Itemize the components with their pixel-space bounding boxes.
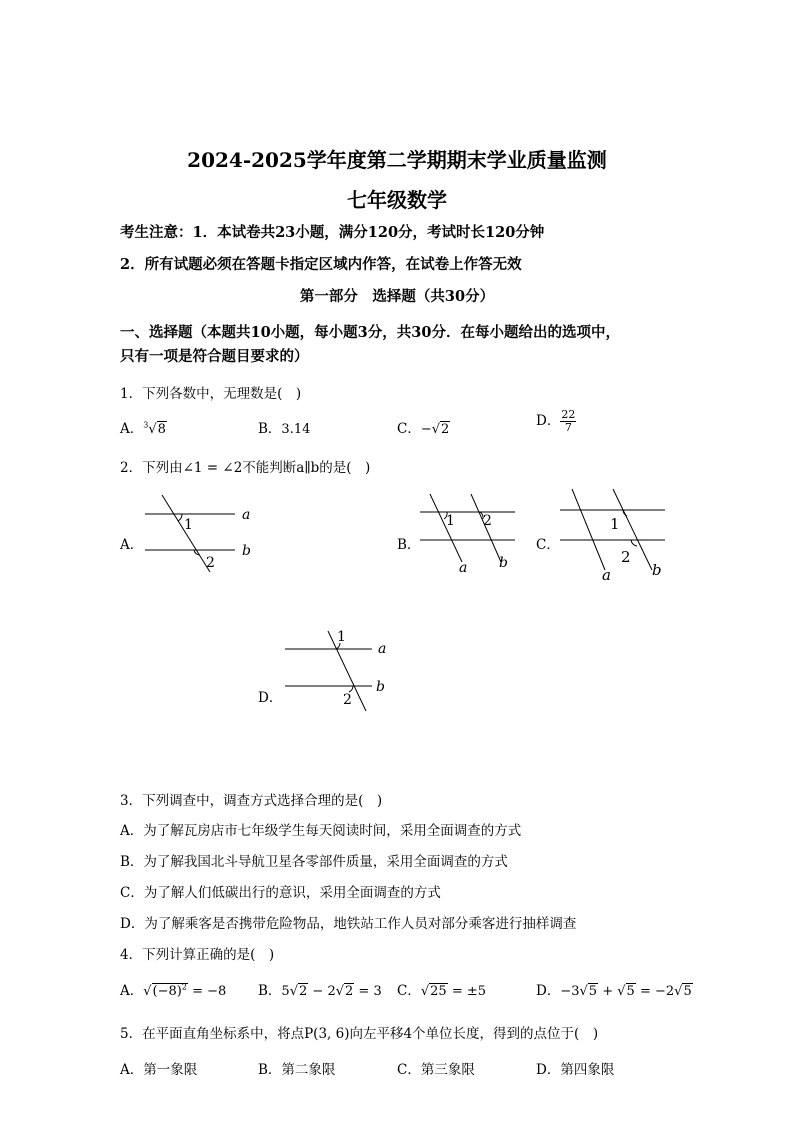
line-b-label: b — [242, 543, 251, 559]
part1-title: 第一部分 选择题（共30分） — [299, 288, 495, 305]
svg-text:2: 2 — [343, 692, 352, 708]
q2-figure-a — [140, 492, 265, 577]
q1-option-d: D． $\frac{22}{7}$ — [536, 408, 576, 434]
angle-1-label: 1 — [184, 517, 193, 533]
q1-stem: 1．下列各数中，无理数是( ) — [120, 386, 302, 402]
q3-option-d: D．为了解乘客是否携带危险物品，地铁站工作人员对部分乘客进行抽样调查 — [120, 916, 577, 932]
part1-instruction-1: 一、选择题（本题共10小题，每小题3分，共30分．在每小题给出的选项中， — [120, 324, 620, 341]
q2-option-b-label: B． — [397, 537, 421, 553]
exam-title: 2024-2025学年度第二学期期末学业质量监测 — [187, 148, 607, 172]
line-a-label: a — [242, 507, 251, 523]
q4-option-d: D．−3√5 + √5 = −2√5 — [536, 983, 692, 999]
q4-stem: 4．下列计算正确的是( ) — [120, 947, 275, 963]
q2-stem: 2．下列由∠1 = ∠2不能判断a∥b的是( ) — [120, 460, 371, 476]
q1-option-a: A．$^3$√8 — [120, 420, 166, 437]
q5-option-a: A．第一象限 — [120, 1062, 198, 1078]
q4-option-a: A．$√(-8)^2 = -8$ — [120, 982, 227, 999]
q3-option-c: C．为了解人们低碳出行的意识，采用全面调查的方式 — [120, 885, 441, 901]
q5-stem: 5．在平面直角坐标系中，将点P(3, 6)向左平移4个单位长度，得到的点位于( ) — [120, 1026, 599, 1042]
svg-text:b: b — [376, 679, 385, 695]
svg-text:b: b — [652, 561, 662, 579]
q5-option-b: B．第二象限 — [258, 1062, 336, 1078]
q3-option-a: A．为了解瓦房店市七年级学生每天阅读时间，采用全面调查的方式 — [120, 823, 522, 839]
q4-option-b: B．5√2 − 2√2 = 3 — [258, 983, 382, 999]
q2-option-a-label: A． — [120, 537, 144, 553]
q2-option-c-label: C． — [536, 537, 560, 553]
q2-figure-c — [555, 485, 670, 585]
q2-figure-d — [280, 625, 395, 715]
svg-text:2: 2 — [621, 548, 631, 566]
q5-option-c: C．第三象限 — [397, 1062, 475, 1078]
svg-text:1: 1 — [446, 513, 455, 529]
svg-text:2: 2 — [483, 513, 492, 529]
svg-text:a: a — [602, 566, 611, 584]
q2-option-d-label: D． — [258, 690, 283, 706]
notice-line-1: 考生注意：1．本试卷共23小题，满分120分，考试时长120分钟 — [120, 224, 545, 241]
q5-option-d: D．第四象限 — [536, 1062, 615, 1078]
svg-text:1: 1 — [610, 515, 620, 533]
q1-option-b: B．3.14 — [258, 421, 311, 437]
q4-option-c: C．√25 = ±5 — [397, 983, 487, 999]
svg-text:b: b — [499, 555, 508, 571]
angle-2-label: 2 — [206, 555, 215, 571]
q3-stem: 3．下列调查中，调查方式选择合理的是( ) — [120, 793, 383, 809]
q3-option-b: B．为了解我国北斗导航卫星各零部件质量，采用全面调查的方式 — [120, 854, 508, 870]
notice-line-2: 2．所有试题必须在答题卡指定区域内作答，在试卷上作答无效 — [120, 256, 522, 273]
part1-instruction-2: 只有一项是符合题目要求的） — [120, 348, 309, 365]
q2-figure-b — [415, 490, 525, 578]
exam-subtitle: 七年级数学 — [347, 188, 447, 212]
svg-text:1: 1 — [337, 629, 346, 645]
svg-text:a: a — [378, 641, 387, 657]
q1-option-c: C．−√2 — [397, 421, 450, 437]
svg-text:a: a — [459, 560, 468, 576]
